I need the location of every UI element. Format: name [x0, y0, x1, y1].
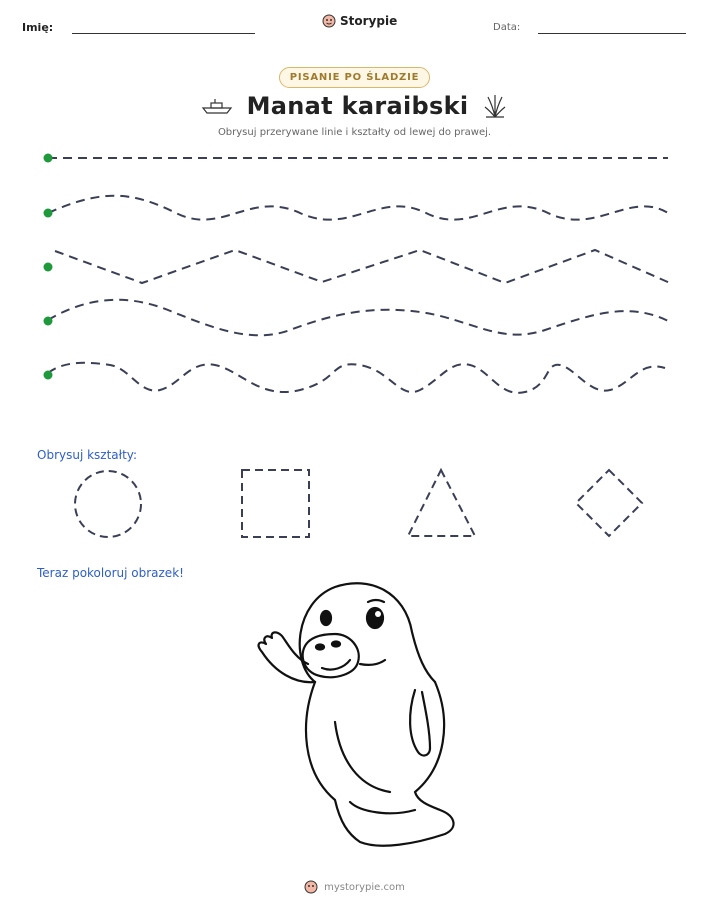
seagrass-icon [482, 93, 508, 119]
trace-shapes [0, 460, 709, 550]
start-dot [44, 371, 53, 380]
date-label: Data: [493, 22, 521, 33]
trace-square [242, 470, 309, 537]
footer-wrap [0, 880, 709, 894]
storypie-logo-icon [322, 14, 336, 28]
trace-line-wave-3 [48, 363, 665, 393]
title-row [0, 92, 709, 120]
brand [322, 14, 397, 28]
manatee-illustration [240, 572, 470, 862]
shapes-heading: Obrysuj kształty: [37, 448, 138, 462]
brand-name: Storypie [340, 14, 398, 28]
start-dot [44, 209, 53, 218]
trace-line-wave-2 [48, 300, 672, 336]
start-dot [44, 154, 53, 163]
boat-icon [201, 97, 233, 115]
trace-triangle [408, 470, 475, 536]
footer-url[interactable]: mystorypie.com [324, 881, 405, 893]
badge-wrap [0, 67, 709, 88]
footer [304, 880, 405, 894]
activity-badge: PISANIE PO ŚLADZIE [279, 67, 431, 88]
trace-circle [75, 471, 141, 537]
date-line[interactable] [538, 33, 686, 34]
trace-lines [0, 140, 709, 400]
trace-line-wave-1 [48, 196, 668, 220]
storypie-logo-icon [304, 880, 318, 894]
page-title: Manat karaibski [246, 92, 469, 120]
name-label: Imię: [22, 21, 54, 34]
trace-diamond [576, 470, 642, 536]
start-dot [44, 263, 53, 272]
trace-line-zigzag [55, 250, 670, 283]
color-heading: Teraz pokoloruj obrazek! [37, 566, 184, 580]
instructions: Obrysuj przerywane linie i kształty od lewej do prawej. [217, 127, 492, 138]
name-line[interactable] [72, 33, 255, 34]
start-dot [44, 317, 53, 326]
